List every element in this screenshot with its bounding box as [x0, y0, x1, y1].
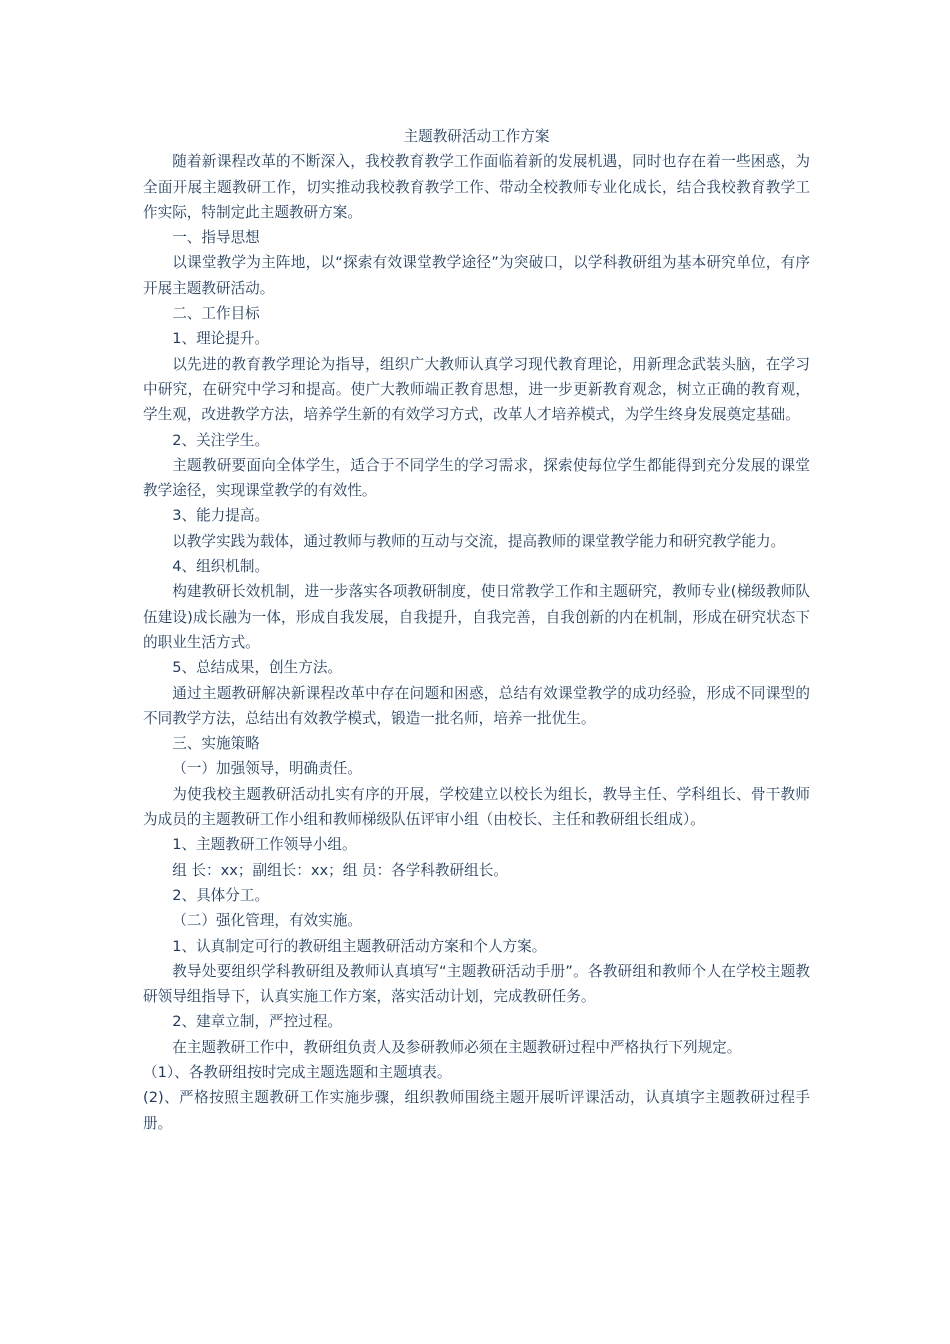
document-title: 主题教研活动工作方案: [403, 128, 550, 145]
paragraph: 通过主题教研解决新课程改革中存在问题和困惑，总结有效课堂教学的成功经验，形成不同课型的不同教学方法，总结出有效教学模式，锻造一批名师，培养一批优生。: [143, 684, 810, 727]
paragraph: 4、组织机制。: [172, 558, 270, 576]
document-page: [143, 124, 810, 1136]
paragraph: （1）、各教研组按时完成主题选题和主题填表。: [143, 1063, 452, 1081]
paragraph: （一）加强领导，明确责任。: [172, 760, 362, 778]
paragraph: 1、主题教研工作领导小组。: [172, 836, 357, 854]
paragraph: 在主题教研工作中，教研组负责人及参研教师必须在主题教研过程中严格执行下列规定。: [172, 1038, 742, 1056]
paragraph: 二、工作目标: [172, 305, 260, 323]
paragraph: 以教学实践为载体，通过教师与教师的互动与交流，提高教师的课堂教学能力和研究教学能力。: [172, 532, 786, 550]
paragraph: 以先进的教育教学理论为指导，组织广大教师认真学习现代教育理论，用新理念武装头脑，在学习中研究，在研究中学习和提高。使广大教师端正教育思想，进一步更新教育观念，树立正确的教育观，学生观，改进教学方法，培养学生新的有效学习方式，改革人才培养模式，为学生终身发展奠定基础。: [143, 355, 810, 424]
paragraph: 1、理论提升。: [172, 330, 270, 348]
paragraph: 2、关注学生。: [172, 431, 270, 449]
paragraph: 2、建章立制，严控过程。: [172, 1013, 343, 1031]
paragraph: 一、指导思想: [172, 229, 260, 247]
paragraph: 教导处要组织学科教研组及教师认真填写“主题教研活动手册”。各教研组和教师个人在学校主题教研领导组指导下，认真实施工作方案，落实活动计划，完成教研任务。: [143, 962, 810, 1006]
paragraph: 为使我校主题教研活动扎实有序的开展，学校建立以校长为组长，教导主任、学科组长、骨干教师为成员的主题教研工作小组和教师梯级队伍评审小组（由校长、主任和教研组长组成）。: [143, 785, 810, 829]
paragraph: 以课堂教学为主阵地，以“探索有效课堂教学途径”为突破口，以学科教研组为基本研究单位，有序开展主题教研活动。: [143, 254, 810, 297]
paragraph: 组 长：xx；副组长：xx；组 员：各学科教研组长。: [172, 861, 508, 879]
paragraph: (2)、严格按照主题教研工作实施步骤，组织教师围绕主题开展听评课活动，认真填字主题教研过程手册。: [143, 1089, 810, 1132]
paragraph: （二）强化管理，有效实施。: [172, 912, 362, 930]
paragraph: 三、实施策略: [172, 735, 260, 753]
document-body: [143, 149, 810, 1136]
paragraph: 构建教研长效机制，进一步落实各项教研制度，使日常教学工作和主题研究，教师专业(梯级教师队伍建设)成长融为一体，形成自我发展，自我提升，自我完善，自我创新的内在机制，形成在研究状态下的职业生活方式。: [143, 583, 810, 651]
paragraph: 1、认真制定可行的教研组主题教研活动方案和个人方案。: [172, 937, 547, 955]
paragraph: 3、能力提高。: [172, 507, 270, 525]
paragraph: 随着新课程改革的不断深入，我校教育教学工作面临着新的发展机遇，同时也存在着一些困惑，为全面开展主题教研工作，切实推动我校教育教学工作、带动全校教师专业化成长，结合我校教育教学工作实际，特制定此主题教研方案。: [143, 153, 810, 221]
paragraph: 5、总结成果，创生方法。: [172, 659, 343, 677]
paragraph: 主题教研要面向全体学生，适合于不同学生的学习需求，探索使每位学生都能得到充分发展的课堂教学途径，实现课堂教学的有效性。: [143, 456, 810, 500]
paragraph: 2、具体分工。: [172, 886, 270, 904]
